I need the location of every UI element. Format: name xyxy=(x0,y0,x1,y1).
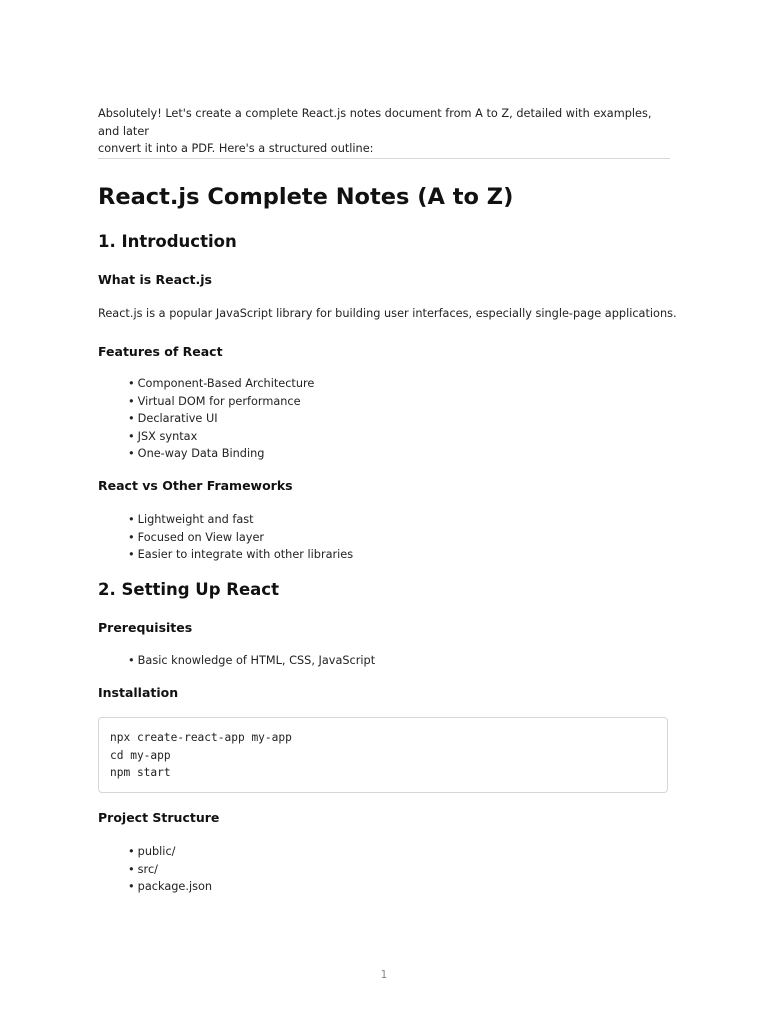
list-item-text: JSX syntax xyxy=(137,429,198,443)
bullet-icon: • xyxy=(128,447,135,461)
prerequisites-list xyxy=(128,652,375,670)
what-is-react-paragraph: React.js is a popular JavaScript library for building user interfaces, especially single-page applications. xyxy=(98,307,677,320)
bullet-icon: • xyxy=(128,513,135,526)
list-item-text: Easier to integrate with other libraries xyxy=(137,548,354,562)
list-item-text: Focused on View layer xyxy=(137,530,265,544)
project-structure-list xyxy=(128,843,212,896)
page-number: 1 xyxy=(380,969,388,981)
list-item xyxy=(128,546,353,564)
section-heading-setting-up: 2. Setting Up React xyxy=(98,580,279,599)
list-item xyxy=(128,445,314,463)
subsection-heading-installation: Installation xyxy=(98,685,179,700)
bullet-icon: • xyxy=(128,429,135,443)
list-item xyxy=(128,529,353,547)
features-list xyxy=(128,375,314,463)
code-line: npm start xyxy=(110,766,171,779)
document-title: React.js Complete Notes (A to Z) xyxy=(98,184,514,210)
list-item xyxy=(128,878,212,896)
horizontal-divider xyxy=(98,158,670,159)
list-item-text: Component-Based Architecture xyxy=(137,377,315,390)
react-vs-frameworks-list xyxy=(128,511,353,564)
list-item xyxy=(128,375,314,393)
list-item xyxy=(128,393,314,411)
bullet-icon: • xyxy=(128,654,135,667)
list-item xyxy=(128,652,375,670)
subsection-heading-react-vs-frameworks: React vs Other Frameworks xyxy=(98,478,293,493)
code-line: npx create-react-app my-app xyxy=(110,731,292,744)
bullet-icon: • xyxy=(128,377,135,390)
code-line: cd my-app xyxy=(110,749,171,762)
list-item xyxy=(128,428,314,446)
bullet-icon: • xyxy=(128,548,135,562)
list-item-text: Declarative UI xyxy=(137,412,218,426)
intro-line-1: Absolutely! Let's create a complete React.js notes document from A to Z, detailed with examples, and later xyxy=(98,107,652,138)
list-item-text: One-way Data Binding xyxy=(137,447,265,461)
bullet-icon: • xyxy=(128,880,135,894)
subsection-heading-project-structure: Project Structure xyxy=(98,810,220,825)
list-item-text: Virtual DOM for performance xyxy=(137,394,301,408)
bullet-icon: • xyxy=(128,412,135,426)
list-item xyxy=(128,511,353,529)
list-item-text: Basic knowledge of HTML, CSS, JavaScript xyxy=(137,654,376,667)
installation-code-block[interactable] xyxy=(98,717,668,793)
list-item-text: Lightweight and fast xyxy=(137,513,254,526)
list-item xyxy=(128,861,212,879)
subsection-heading-prerequisites: Prerequisites xyxy=(98,620,193,635)
list-item xyxy=(128,410,314,428)
bullet-icon: • xyxy=(128,862,135,876)
section-heading-introduction: 1. Introduction xyxy=(98,232,237,251)
intro-paragraph xyxy=(98,105,670,158)
list-item-text: package.json xyxy=(137,880,213,894)
bullet-icon: • xyxy=(128,530,135,544)
bullet-icon: • xyxy=(128,394,135,408)
bullet-icon: • xyxy=(128,845,135,858)
list-item-text: src/ xyxy=(137,862,158,876)
intro-line-2: convert it into a PDF. Here's a structured outline: xyxy=(98,142,374,155)
subsection-heading-features: Features of React xyxy=(98,344,223,359)
subsection-heading-what-is-react: What is React.js xyxy=(98,272,212,287)
list-item xyxy=(128,843,212,861)
list-item-text: public/ xyxy=(137,845,176,858)
